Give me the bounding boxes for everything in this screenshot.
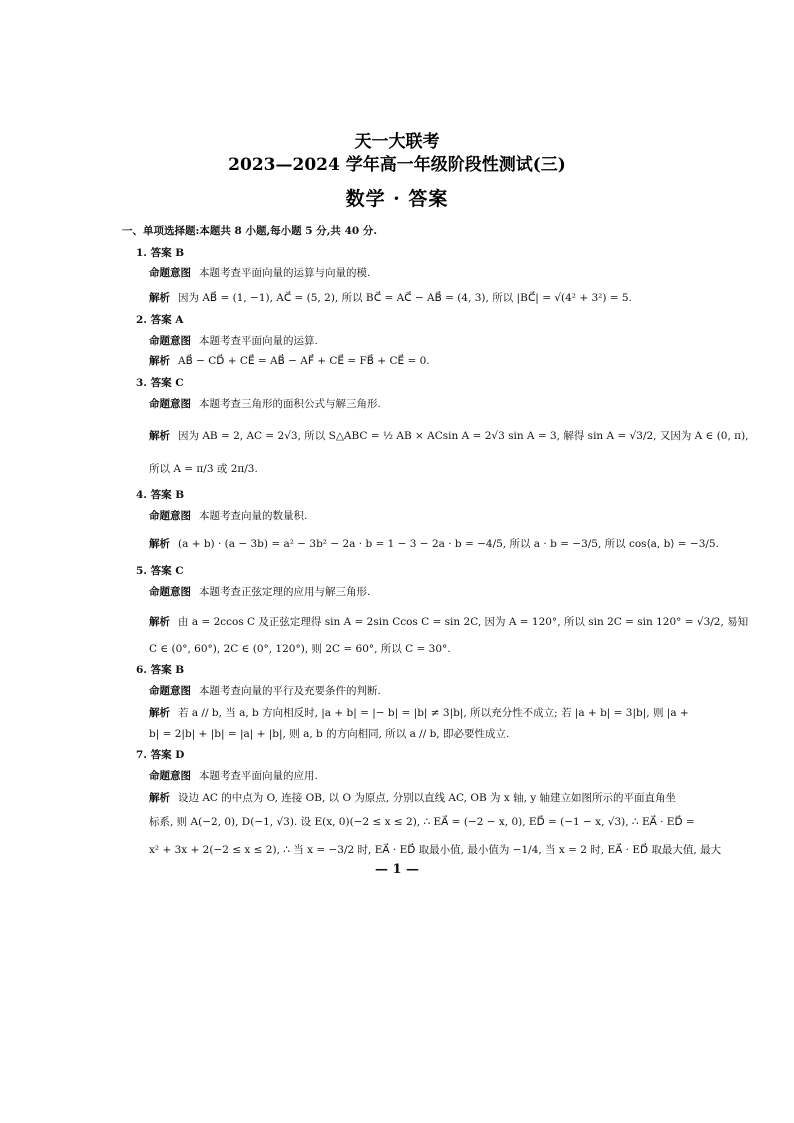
- q7-intent-line: [149, 769, 318, 783]
- q3-intent: 本题考查三角形的面积公式与解三角形.: [199, 398, 381, 410]
- analysis-label: 解析: [149, 792, 170, 804]
- subject-title: 数学 · 答案: [345, 188, 449, 210]
- exam-org-title: 天一大联考: [354, 132, 440, 152]
- intent-label: 命题意图: [149, 398, 191, 410]
- intent-label: 命题意图: [149, 335, 191, 347]
- analysis-label: 解析: [149, 355, 170, 367]
- q2-analysis: AB⃗ − CD⃗ + CE⃗ = AB⃗ − AF⃗ + CE⃗ = FB⃗ + CE⃗ = 0.: [178, 355, 430, 367]
- intent-label: 命题意图: [149, 685, 191, 697]
- analysis-label: 解析: [149, 538, 170, 550]
- q7-analysis-1: 设边 AC 的中点为 O, 连接 OB, 以 O 为原点, 分别以直线 AC, OB 为 x 轴, y 轴建立如图所示的平面直角坐: [178, 792, 677, 804]
- analysis-label: 解析: [149, 616, 170, 628]
- q5-analysis-1: 由 a = 2ccos C 及正弦定理得 sin A = 2sin Ccos C = sin 2C, 因为 A = 120°, 所以 sin 2C = sin 120° = √3/2, 易知: [178, 616, 749, 628]
- exam-title: 2023—2024 学年高一年级阶段性测试(三): [228, 155, 566, 175]
- q5-analysis-line: [149, 615, 748, 629]
- q1-intent-line: [149, 266, 370, 280]
- q5-intent-line: [149, 585, 370, 599]
- q2-answer: 2. 答案 A: [136, 314, 184, 326]
- q4-answer: 4. 答案 B: [136, 489, 185, 501]
- q2-intent: 本题考查平面向量的运算.: [199, 335, 318, 347]
- q5-answer: 5. 答案 C: [136, 565, 184, 577]
- q4-analysis: (a + b) · (a − 3b) = a² − 3b² − 2a · b = 1 − 3 − 2a · b = −4/5, 所以 a · b = −3/5, 所以 cos⟨a, b⟩ = −3/5.: [178, 538, 719, 550]
- q1-analysis: 因为 AB⃗ = (1, −1), AC⃗ = (5, 2), 所以 BC⃗ = AC⃗ − AB⃗ = (4, 3), 所以 |BC⃗| = √(4² + 3²) = 5.: [178, 292, 632, 304]
- q7-analysis-line: [149, 791, 676, 805]
- q4-intent: 本题考查向量的数量积.: [199, 510, 308, 522]
- page-number: — 1 —: [374, 862, 420, 877]
- analysis-label: 解析: [149, 430, 170, 442]
- q3-analysis-line: [149, 429, 749, 443]
- q6-answer: 6. 答案 B: [136, 664, 185, 676]
- q2-intent-line: [149, 334, 318, 348]
- intent-label: 命题意图: [149, 586, 191, 598]
- q5-intent: 本题考查正弦定理的应用与解三角形.: [199, 586, 371, 598]
- q6-analysis-1: 若 a // b, 当 a, b 方向相反时, |a + b| = |− b| = |b| ≠ 3|b|, 所以充分性不成立; 若 |a + b| = 3|b|, 则 |a +: [178, 707, 689, 719]
- q3-analysis-cont: 所以 A = π/3 或 2π/3.: [149, 463, 258, 475]
- q6-intent: 本题考查向量的平行及充要条件的判断.: [199, 685, 381, 697]
- q7-answer: 7. 答案 D: [136, 749, 185, 761]
- q7-intent: 本题考查平面向量的应用.: [199, 770, 318, 782]
- q1-analysis-line: [149, 291, 632, 305]
- q1-intent: 本题考查平面向量的运算与向量的模.: [199, 267, 371, 279]
- section-heading: 一、单项选择题:本题共 8 小题,每小题 5 分,共 40 分.: [122, 225, 377, 237]
- q5-analysis-cont: C ∈ (0°, 60°), 2C ∈ (0°, 120°), 则 2C = 60°, 所以 C = 30°.: [149, 643, 451, 655]
- q2-analysis-line: [149, 354, 430, 368]
- q6-analysis-line: [149, 706, 689, 720]
- q3-intent-line: [149, 397, 381, 411]
- analysis-label: 解析: [149, 707, 170, 719]
- q6-intent-line: [149, 684, 381, 698]
- q1-answer: 1. 答案 B: [136, 247, 185, 259]
- q3-answer: 3. 答案 C: [136, 377, 184, 389]
- q7-analysis-cont-2: x² + 3x + 2(−2 ≤ x ≤ 2), ∴ 当 x = −3/2 时, EA⃗ · ED⃗ 取最小值, 最小值为 −1/4, 当 x = 2 时, EA⃗ · ED⃗ 取最大值, 最大: [149, 844, 722, 856]
- intent-label: 命题意图: [149, 770, 191, 782]
- intent-label: 命题意图: [149, 510, 191, 522]
- q4-intent-line: [149, 509, 307, 523]
- q6-analysis-cont: b| = 2|b| + |b| = |a| + |b|, 则 a, b 的方向相同, 所以 a // b, 即必要性成立.: [149, 728, 510, 740]
- intent-label: 命题意图: [149, 267, 191, 279]
- q7-analysis-cont-1: 标系, 则 A(−2, 0), D(−1, √3). 设 E(x, 0)(−2 ≤ x ≤ 2), ∴ EA⃗ = (−2 − x, 0), ED⃗ = (−1 − x, √3), ∴ EA⃗ · ED⃗ =: [149, 816, 695, 828]
- q3-analysis-1: 因为 AB = 2, AC = 2√3, 所以 S△ABC = ½ AB × ACsin A = 2√3 sin A = 3, 解得 sin A = √3/2, 又因为 A ∈ (0, π),: [178, 430, 749, 442]
- analysis-label: 解析: [149, 292, 170, 304]
- q4-analysis-line: [149, 537, 719, 551]
